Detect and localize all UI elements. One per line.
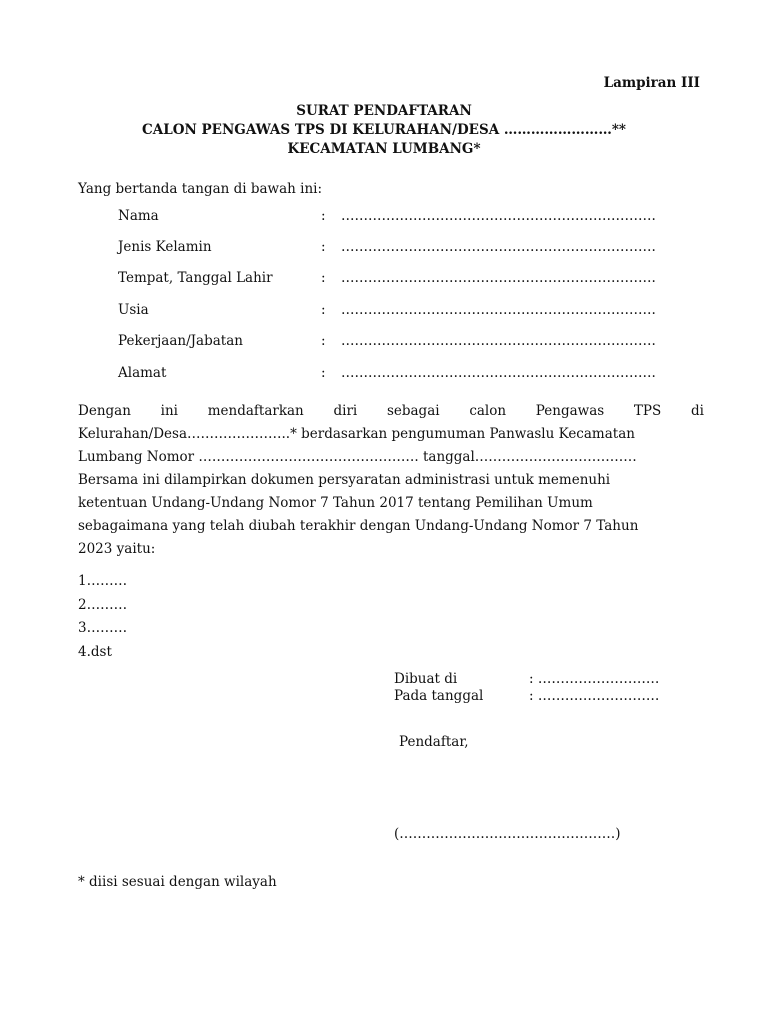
paragraph-line-1 xyxy=(78,400,704,423)
paragraph-word: calon xyxy=(469,403,507,419)
field-row-nama xyxy=(118,200,698,231)
paragraph-word: TPS xyxy=(633,403,662,419)
sign-value: : ……………………… xyxy=(529,688,660,704)
identity-fields xyxy=(118,200,698,388)
title-line-2: CALON PENGAWAS TPS DI KELURAHAN/DESA ……………………** xyxy=(142,122,626,138)
list-item: 4.dst xyxy=(78,643,112,660)
paragraph-word: mendaftarkan xyxy=(207,403,304,419)
field-colon: : xyxy=(321,364,326,381)
field-row-jenis-kelamin xyxy=(118,231,698,262)
field-blank: ……………………………………………………………. xyxy=(341,270,656,287)
field-blank: ……………………………………………………………. xyxy=(341,364,656,381)
sign-value: : ……………………… xyxy=(529,671,660,687)
paragraph-line-6: sebagaimana yang telah diubah terakhir dengan Undang-Undang Nomor 7 Tahun xyxy=(78,518,639,534)
list-item: 3……… xyxy=(78,620,128,636)
field-label: Alamat xyxy=(118,364,167,381)
sign-label: Dibuat di xyxy=(394,671,458,687)
paragraph-word: ini xyxy=(160,403,178,419)
field-blank: ……………………………………………………………. xyxy=(341,301,656,318)
field-label: Usia xyxy=(118,301,149,318)
field-label: Tempat, Tanggal Lahir xyxy=(118,270,273,287)
field-label: Nama xyxy=(118,207,159,224)
field-colon: : xyxy=(321,333,326,350)
field-row-usia xyxy=(118,294,698,325)
intro-text: Yang bertanda tangan di bawah ini: xyxy=(78,181,323,197)
paragraph-word: Pengawas xyxy=(535,403,605,419)
signature-line: (…………………………………………) xyxy=(394,826,621,842)
field-colon: : xyxy=(321,239,326,256)
sign-row-tanggal xyxy=(394,688,714,705)
field-blank: ……………………………………………………………. xyxy=(341,207,656,224)
field-row-tempat-tanggal-lahir xyxy=(118,263,698,294)
field-row-pekerjaan xyxy=(118,326,698,357)
field-colon: : xyxy=(321,270,326,287)
footnote: * diisi sesuai dengan wilayah xyxy=(78,874,277,890)
sign-block xyxy=(394,671,714,705)
paragraph-word: diri xyxy=(333,403,358,419)
paragraph-line-5: ketentuan Undang-Undang Nomor 7 Tahun 2017 tentang Pemilihan Umum xyxy=(78,495,593,511)
list-item: 2……… xyxy=(78,596,128,613)
paragraph-word: Dengan xyxy=(78,403,131,419)
field-colon: : xyxy=(321,301,326,318)
paragraph-word: di xyxy=(691,403,704,419)
title-line-1: SURAT PENDAFTARAN xyxy=(296,103,472,119)
field-label: Pekerjaan/Jabatan xyxy=(118,333,243,350)
field-row-alamat xyxy=(118,357,698,388)
title-line-3: KECAMATAN LUMBANG* xyxy=(287,141,481,157)
field-blank: ……………………………………………………………. xyxy=(341,239,656,256)
list-item: 1……… xyxy=(78,573,128,589)
paragraph-line-7: 2023 yaitu: xyxy=(78,541,156,557)
document-title xyxy=(0,102,768,159)
paragraph-word: sebagai xyxy=(386,403,440,419)
body-paragraph xyxy=(78,400,704,561)
attachment-label: Lampiran III xyxy=(603,75,700,91)
registrant-label: Pendaftar, xyxy=(399,734,469,750)
sign-row-dibuat xyxy=(394,671,714,688)
paragraph-line-3: Lumbang Nomor …………………………………………. tanggal……………………………… xyxy=(78,449,637,465)
field-blank: ……………………………………………………………. xyxy=(341,333,656,350)
paragraph-line-2: Kelurahan/Desa…………………..* berdasarkan pengumuman Panwaslu Kecamatan xyxy=(78,426,635,442)
field-label: Jenis Kelamin xyxy=(118,239,212,256)
document-list xyxy=(78,570,127,664)
paragraph-line-4: Bersama ini dilampirkan dokumen persyaratan administrasi untuk memenuhi xyxy=(78,472,611,488)
sign-label: Pada tanggal xyxy=(394,688,484,704)
field-colon: : xyxy=(321,207,326,224)
